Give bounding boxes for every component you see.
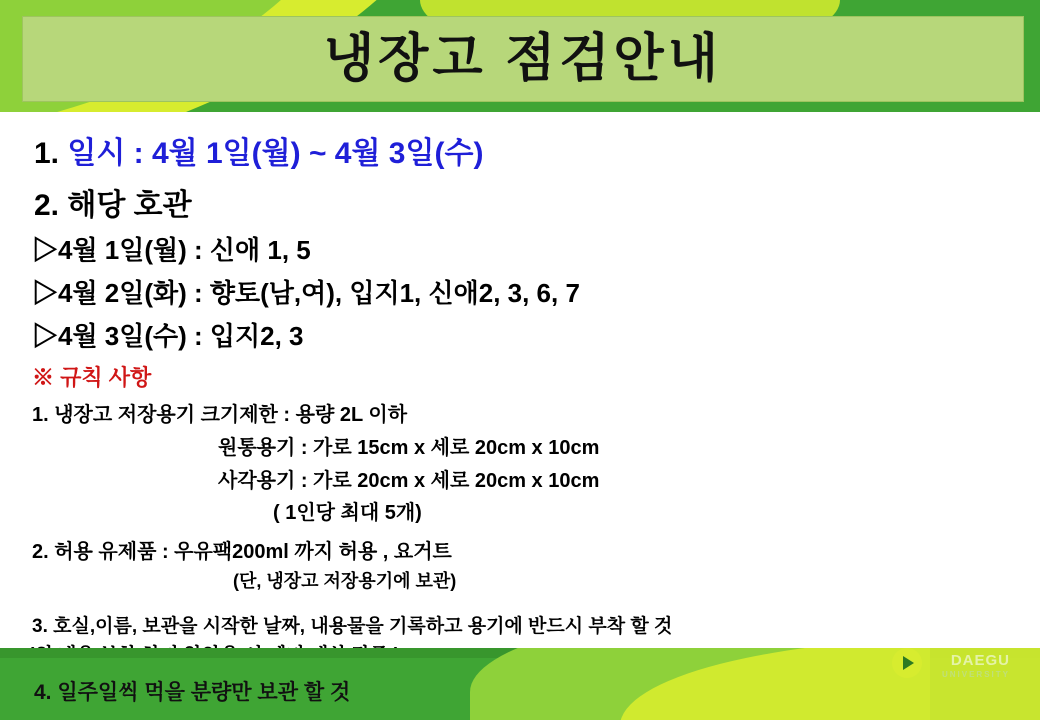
logo-name: DAEGU: [950, 652, 1010, 669]
slide-body: [0, 112, 1040, 662]
page-title: 냉장고 점검안내: [323, 30, 723, 88]
schedule-number: 1.: [34, 137, 60, 170]
schedule-line: [34, 128, 1012, 172]
logo-mark-icon: [892, 648, 922, 678]
rule-3-line-1: 3. 호실,이름, 보관을 시작한 날짜, 내용물을 기록하고 용기에 반드시 부착 할 것: [32, 616, 673, 637]
building-day-2: ▷4월 2일(화) : 향토(남,여), 입지1, 신애2, 3, 6, 7: [32, 278, 580, 308]
rules-heading: ※ 규칙 사항: [32, 365, 152, 390]
logo-subtitle: UNIVERSITY: [941, 670, 1010, 679]
university-logo: [890, 650, 1010, 696]
title-plate: [22, 16, 1024, 102]
rule-1-detail-3: ( 1인당 최대 5개): [273, 502, 422, 524]
building-day-3: ▷4월 3일(수) : 입지2, 3: [32, 321, 304, 351]
schedule-text: 일시 : 4월 1일(월) ~ 4월 3일(수): [67, 137, 484, 170]
rule-4: 4. 일주일씩 먹을 분량만 보관 할 것: [34, 681, 351, 704]
rule-1-detail-2: 사각용기 : 가로 20cm x 세로 20cm x 10cm: [218, 470, 600, 492]
rule-2-detail: (단, 냉장고 저장용기에 보관): [233, 571, 457, 591]
buildings-heading: 2. 해당 호관: [34, 189, 192, 222]
rule-2: 2. 허용 유제품 : 우유팩200ml 까지 허용 , 요거트: [32, 541, 452, 563]
rule-1-detail-1: 원통용기 : 가로 15cm x 세로 20cm x 10cm: [218, 437, 600, 459]
building-day-1: ▷4월 1일(월) : 신애 1, 5: [32, 235, 311, 265]
rule-1: 1. 냉장고 저장용기 크기제한 : 용량 2L 이하: [32, 404, 408, 426]
